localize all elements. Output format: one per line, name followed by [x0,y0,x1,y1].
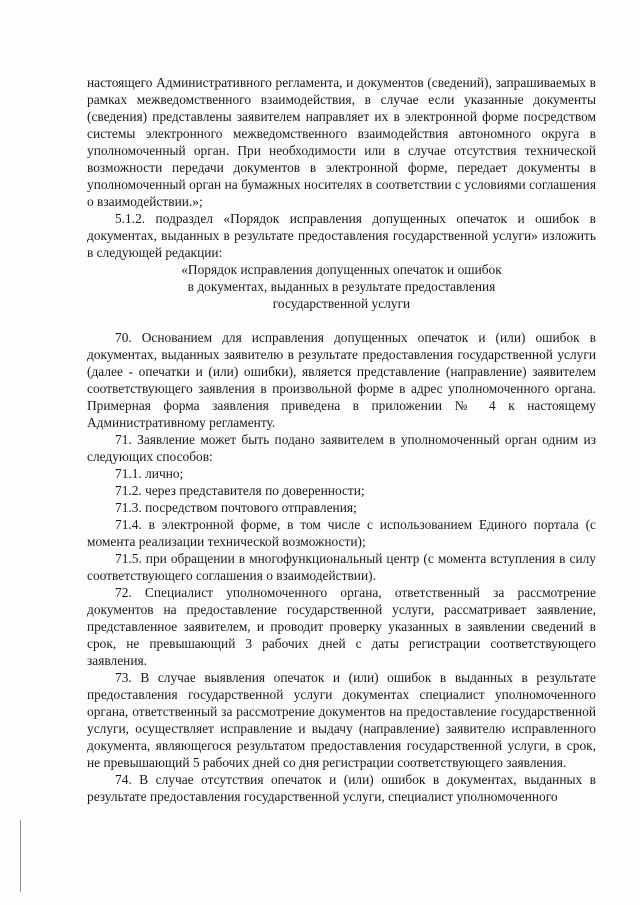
paragraph-72: 72. Специалист уполномоченного органа, ответственный за рассмотрение документов на предоставление государственной услуги, рассматривает заявление, представленное заявителем, и проводит проверку указанных в заявлении сведений в срок, не превышающий 3 рабочих дней с даты регистрации соответствующего заявления. [87,585,596,668]
paragraph-71-1: 71.1. лично; [115,466,184,481]
paragraph-71-5: 71.5. при обращении в многофункциональный центр (с момента вступления в силу соответствующего соглашения о взаимодействии). [87,551,596,583]
paragraph-74: 74. В случае отсутствия опечаток и (или) ошибок в документах, выданных в результате предоставления государственной услуги, специалист уполномоченного [87,772,596,804]
section-heading-line-1: «Порядок исправления допущенных опечаток и ошибок [181,262,502,277]
paragraph-71-2: 71.2. через представителя по доверенности; [115,483,365,498]
paragraph-continuation: настоящего Административного регламента, и документов (сведений), запрашиваемых в рамках межведомственного взаимодействия, в случае если указанные документы (сведения) представлены заявителем направляет их в электронной форме посредством системы электронного межведомственного взаимодействия автономного округа в уполномоченный орган. При необходимости или в случае отсутствия технической возможности передачи документов в электронной форме, передает документы в уполномоченный орган на бумажных носителях в соответствии с условиями соглашения о взаимодействии.»; [87,75,596,209]
paragraph-70: 70. Основанием для исправления допущенных опечаток и (или) ошибок в документах, выданных заявителю в результате предоставления государственной услуги (далее - опечатки и (или) ошибки), является представление (направление) заявителем соответствующего заявления в произвольной форме в адрес уполномоченного органа. Примерная форма заявления приведена в приложении № 4 к настоящему Административному регламенту. [87,330,596,430]
section-heading-line-2: в документах, выданных в результате предоставления [187,279,496,294]
paragraph-5-1-2: 5.1.2. подраздел «Порядок исправления допущенных опечаток и ошибок в документах, выданных в результате предоставления государственной услуги» изложить в следующей редакции: [87,211,596,260]
paragraph-71-4: 71.4. в электронной форме, в том числе с использованием Единого портала (с момента реализации технической возможности); [87,517,596,549]
section-heading-line-3: государственной услуги [272,296,411,311]
document-body [87,74,596,805]
blank-line [87,312,596,329]
scan-edge-mark [20,820,21,892]
paragraph-71: 71. Заявление может быть подано заявителем в уполномоченный орган одним из следующих способов: [87,432,596,464]
paragraph-73: 73. В случае выявления опечаток и (или) ошибок в выданных в результате предоставления государственной услуги документах специалист уполномоченного органа, ответственный за рассмотрение документов на предоставление государственной услуги, осуществляет исправление и выдачу (направление) заявителю исправленного документа, являющегося результатом предоставления государственной услуги, в срок, не превышающий 5 рабочих дней со дня регистрации соответствующего заявления. [87,670,596,770]
paragraph-71-3: 71.3. посредством почтового отправления; [115,500,357,515]
